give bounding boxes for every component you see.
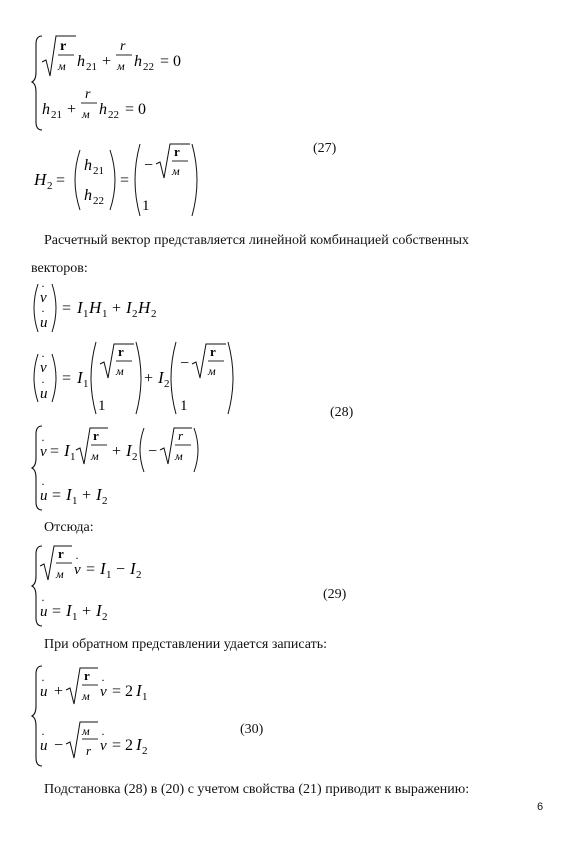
- svg-text:2: 2: [151, 308, 157, 320]
- svg-text:−: −: [148, 443, 158, 460]
- svg-text:h: h: [99, 101, 107, 118]
- svg-text:u: u: [40, 488, 48, 504]
- equation-number-30: (30): [240, 722, 264, 737]
- svg-text:1: 1: [142, 691, 148, 703]
- svg-text:·: ·: [41, 593, 45, 607]
- svg-text:h: h: [84, 157, 92, 174]
- svg-text:v: v: [74, 562, 81, 578]
- svg-text:·: ·: [75, 551, 79, 565]
- svg-text:r: r: [120, 39, 126, 54]
- svg-text:2: 2: [47, 180, 53, 192]
- svg-text:·: ·: [41, 477, 45, 491]
- svg-text:·: ·: [101, 727, 105, 741]
- equation-30: [30, 660, 240, 770]
- svg-text:I: I: [64, 441, 70, 460]
- equation-28-vector: [30, 338, 290, 418]
- svg-text:2: 2: [136, 569, 142, 581]
- svg-text:1: 1: [72, 495, 78, 507]
- svg-text:·: ·: [41, 375, 45, 389]
- paragraph-text: Подстановка (28) в (20) с учетом свойства (21) приводит к выражению:: [44, 782, 470, 797]
- equation-linear-combination: [30, 282, 230, 334]
- svg-text:=: =: [120, 172, 130, 189]
- svg-text:м: м: [116, 364, 124, 378]
- paragraph-text: При обратном представлении удается записать:: [44, 637, 328, 652]
- svg-text:u: u: [40, 386, 48, 402]
- svg-text:I: I: [136, 681, 142, 700]
- svg-text:=: =: [56, 172, 66, 189]
- svg-text:I: I: [77, 368, 83, 387]
- svg-text:=: =: [62, 370, 72, 387]
- svg-text:+: +: [82, 487, 92, 504]
- svg-text:I: I: [66, 601, 72, 620]
- svg-text:1: 1: [142, 198, 150, 214]
- svg-text:1: 1: [106, 569, 112, 581]
- svg-text:I: I: [126, 441, 132, 460]
- svg-text:м: м: [82, 689, 90, 703]
- svg-text:I: I: [126, 298, 132, 317]
- svg-text:H: H: [138, 298, 151, 317]
- svg-text:=: =: [52, 603, 62, 620]
- svg-text:1: 1: [83, 378, 89, 390]
- svg-text:=: =: [62, 300, 72, 317]
- svg-text:1: 1: [70, 451, 76, 463]
- svg-text:I: I: [130, 559, 136, 578]
- svg-text:= 2: = 2: [112, 737, 134, 754]
- svg-text:м: м: [91, 449, 99, 463]
- paragraph-text: Расчетный вектор представляется линейной комбинацией собственных: [44, 233, 470, 248]
- svg-text:22: 22: [108, 109, 119, 121]
- svg-text:·: ·: [41, 433, 45, 447]
- svg-text:+: +: [54, 683, 64, 700]
- svg-text:1: 1: [180, 398, 188, 414]
- svg-text:r: r: [60, 39, 67, 54]
- equation-number-27: (27): [313, 141, 337, 156]
- svg-text:u: u: [40, 684, 48, 700]
- svg-text:−: −: [144, 157, 154, 174]
- svg-text:·: ·: [41, 673, 45, 687]
- svg-text:м: м: [175, 449, 183, 463]
- svg-text:v: v: [100, 738, 107, 754]
- svg-text:1: 1: [83, 308, 89, 320]
- svg-text:21: 21: [51, 109, 62, 121]
- page-number: 6: [537, 801, 544, 813]
- svg-text:·: ·: [41, 304, 45, 318]
- svg-text:м: м: [117, 59, 125, 73]
- equation-system-eigen: [30, 30, 260, 135]
- svg-text:м: м: [82, 724, 90, 738]
- svg-text:1: 1: [98, 398, 106, 414]
- equation-number-28: (28): [330, 405, 354, 420]
- equation-system-28: [30, 422, 270, 512]
- svg-text:2: 2: [132, 308, 138, 320]
- svg-text:м: м: [208, 364, 216, 378]
- svg-text:r: r: [174, 144, 180, 159]
- svg-text:r: r: [118, 344, 124, 359]
- svg-text:−: −: [116, 561, 126, 578]
- svg-text:r: r: [210, 344, 216, 359]
- svg-text:= 0: = 0: [125, 101, 147, 118]
- svg-text:H: H: [89, 298, 102, 317]
- equation-29: [30, 542, 230, 628]
- svg-text:22: 22: [143, 61, 154, 73]
- svg-text:v: v: [100, 684, 107, 700]
- svg-text:I: I: [66, 485, 72, 504]
- svg-text:u: u: [40, 315, 48, 331]
- svg-text:21: 21: [93, 165, 104, 177]
- svg-text:r: r: [178, 428, 184, 443]
- svg-text:I: I: [96, 601, 102, 620]
- svg-text:h: h: [42, 101, 50, 118]
- svg-text:I: I: [100, 559, 106, 578]
- svg-text:r: r: [86, 743, 92, 758]
- svg-text:·: ·: [41, 727, 45, 741]
- svg-text:I: I: [136, 735, 142, 754]
- svg-text:v: v: [40, 444, 47, 460]
- svg-text:м: м: [58, 59, 66, 73]
- svg-text:= 2: = 2: [112, 683, 134, 700]
- svg-text:h: h: [77, 53, 85, 70]
- svg-text:h: h: [134, 53, 142, 70]
- svg-text:+: +: [112, 443, 122, 460]
- svg-text:м: м: [82, 107, 90, 121]
- svg-text:м: м: [172, 164, 180, 178]
- svg-text:= 0: = 0: [160, 53, 182, 70]
- svg-text:·: ·: [41, 349, 45, 363]
- svg-text:I: I: [77, 298, 83, 317]
- svg-text:·: ·: [41, 282, 45, 293]
- svg-text:u: u: [40, 604, 48, 620]
- svg-text:2: 2: [102, 495, 108, 507]
- svg-text:I: I: [96, 485, 102, 504]
- svg-text:22: 22: [93, 195, 104, 207]
- svg-text:1: 1: [72, 611, 78, 623]
- svg-text:+: +: [82, 603, 92, 620]
- svg-text:+: +: [112, 300, 122, 317]
- svg-text:v: v: [40, 290, 47, 306]
- svg-text:I: I: [158, 368, 164, 387]
- svg-text:r: r: [85, 87, 91, 102]
- svg-text:=: =: [50, 443, 60, 460]
- equation-number-29: (29): [323, 587, 347, 602]
- equation-27-h2: [30, 140, 270, 220]
- svg-text:·: ·: [101, 673, 105, 687]
- svg-text:=: =: [86, 561, 96, 578]
- paragraph-text: векторов:: [31, 261, 88, 276]
- svg-text:1: 1: [102, 308, 108, 320]
- svg-text:h: h: [84, 187, 92, 204]
- svg-text:2: 2: [102, 611, 108, 623]
- svg-text:r: r: [93, 428, 99, 443]
- svg-text:2: 2: [132, 451, 138, 463]
- svg-text:+: +: [67, 101, 77, 118]
- svg-text:−: −: [54, 737, 64, 754]
- svg-text:2: 2: [142, 745, 148, 757]
- svg-text:+: +: [102, 53, 112, 70]
- svg-text:v: v: [40, 360, 47, 376]
- paragraph-text: Отсюда:: [44, 520, 94, 535]
- svg-text:2: 2: [164, 378, 170, 390]
- svg-text:=: =: [52, 487, 62, 504]
- svg-text:H: H: [34, 170, 47, 189]
- svg-text:u: u: [40, 738, 48, 754]
- svg-text:−: −: [180, 355, 190, 372]
- svg-text:r: r: [58, 546, 64, 561]
- svg-text:м: м: [56, 567, 64, 581]
- svg-text:r: r: [84, 668, 90, 683]
- svg-text:+: +: [144, 370, 154, 387]
- svg-text:21: 21: [86, 61, 97, 73]
